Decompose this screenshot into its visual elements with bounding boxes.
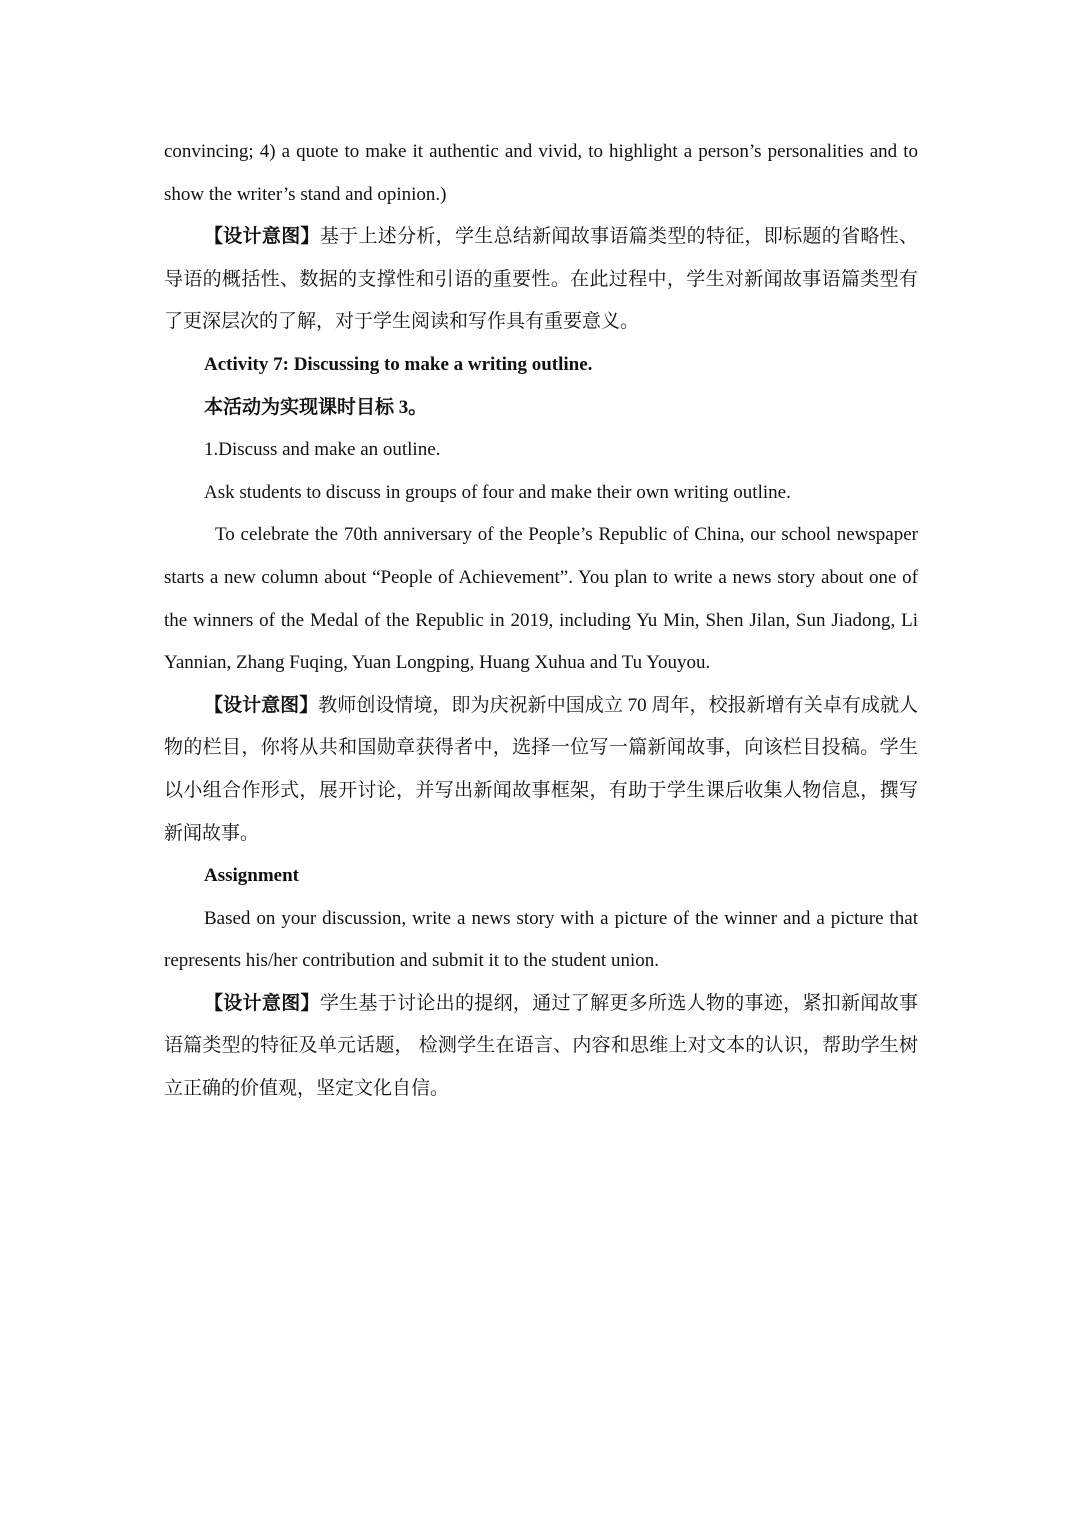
design-intent-paragraph-3 (164, 983, 918, 1111)
design-intent-paragraph-1 (164, 216, 918, 344)
step-title: 1.Discuss and make an outline. (204, 439, 441, 461)
assignment-heading: Assignment (204, 865, 300, 887)
task-paragraph: To celebrate the 70th anniversary of the People’s Republic of China, our school newspaper starts a new column about “People of Achievement”. You plan to write a news story about one of the winners of the Medal of the Republic in 2019, including Yu Min, Shen Jilan, Sun Jiadong, Li Yannian, Zhang Fuqing, Yuan Longping, Huang Xuhua and Tu Youyou. (164, 524, 918, 674)
design-intent-text: 学生基于讨论出的提纲，通过了解更多所选人物的事迹，紧扣新闻故事语篇类型的特征及单元话题， 检测学生在语言、内容和思维上对文本的认识，帮助学生树立正确的价值观，坚定文化自信。 (164, 992, 918, 1100)
design-intent-text: 教师创设情境，即为庆祝新中国成立 70 周年，校报新增有关卓有成就人物的栏目，你将从共和国勋章获得者中，选择一位写一篇新闻故事，向该栏目投稿。学生以小组合作形式，展开讨论，并写出新闻故事框架，有助于学生课后收集人物信息，撰写新闻故事。 (164, 694, 918, 844)
design-intent-label: 【设计意图】 (204, 226, 320, 248)
design-intent-text: 基于上述分析，学生总结新闻故事语篇类型的特征，即标题的省略性、导语的概括性、数据的支撑性和引语的重要性。在此过程中，学生对新闻故事语篇类型有了更深层次的了解，对于学生阅读和写作具有重要意义。 (164, 226, 918, 333)
design-intent-paragraph-2 (164, 685, 918, 855)
activity-heading: Activity 7: Discussing to make a writing outline. (204, 353, 593, 375)
assignment-paragraph: Based on your discussion, write a news story with a picture of the winner and a picture that represents his/her contribution and submit it to the student union. (164, 907, 918, 972)
paragraph-continuation: convincing; 4) a quote to make it authentic and vivid, to highlight a person’s personalities and to show the writer’s stand and opinion.) (164, 141, 918, 205)
document-body (164, 131, 918, 1111)
activity-goal: 本活动为实现课时目标 3。 (204, 396, 428, 418)
design-intent-label: 【设计意图】 (204, 694, 319, 716)
instruction-paragraph: Ask students to discuss in groups of four and make their own writing outline. (204, 481, 791, 503)
design-intent-label: 【设计意图】 (204, 992, 320, 1014)
